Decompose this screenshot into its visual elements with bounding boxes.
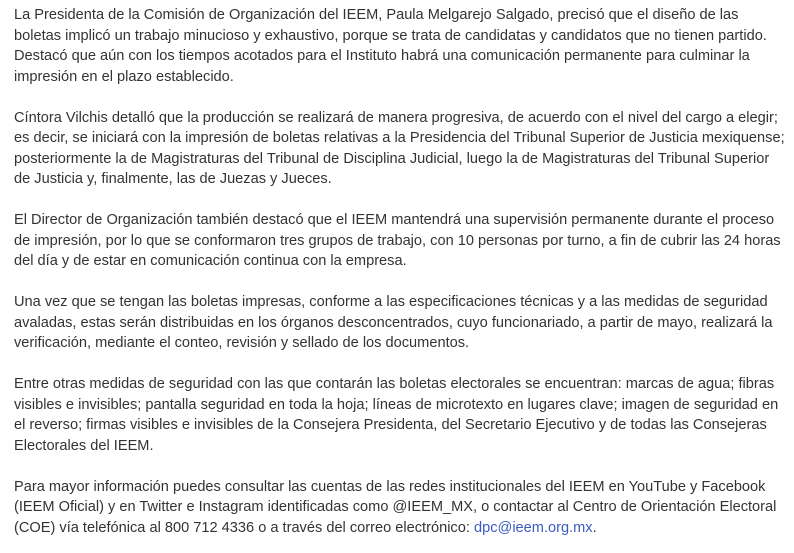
paragraph-4: Una vez que se tengan las boletas impresas, conforme a las especificaciones técnicas y a las medidas de seguridad avaladas, estas serán distribuidas en los órganos desconcentrados, cuyo funcionariado, a partir de mayo, realizará la verificación, mediante el conteo, revisión y sellado de los documentos. bbox=[14, 294, 773, 351]
article-body bbox=[14, 5, 786, 538]
paragraph-5: Entre otras medidas de seguridad con las que contarán las boletas electorales se encuentran: marcas de agua; fibras visibles e invisibles; pantalla seguridad en toda la hoja; líneas de microtexto en lugares clave; imagen de seguridad en el reverso; firmas visibles e invisibles de la Consejera Presidenta, del Secretario Ejecutivo y de todas las Consejeras Electorales del IEEM. bbox=[14, 376, 779, 454]
paragraph-6 bbox=[14, 477, 786, 539]
paragraph-2: Cíntora Vilchis detalló que la producción se realizará de manera progresiva, de acuerdo con el nivel del cargo a elegir; es decir, se iniciará con la impresión de boletas relativas a la Presidencia del Tribunal Superior de Justicia mexiquense; posteriormente la de Magistraturas del Tribunal de Disciplina Judicial, luego la de Magistraturas del Tribunal Superior de Justicia y, finalmente, las de Juezas y Jueces. bbox=[14, 109, 785, 187]
paragraph-3: El Director de Organización también destacó que el IEEM mantendrá una supervisión permanente durante el proceso de impresión, por lo que se conformaron tres grupos de trabajo, con 10 personas por turno, a fin de cubrir las 24 horas del día y de estar en comunicación continua con la empresa. bbox=[14, 212, 781, 269]
email-link[interactable]: dpc@ieem.org.mx bbox=[473, 519, 593, 536]
contact-text: Para mayor información puedes consultar las cuentas de las redes institucionales del IEEM en YouTube y Facebook (IEEM Oficial) y en Twitter e Instagram identificadas como @IEEM_MX, o contactar al Centro de Orientación Electoral (COE) vía telefónica al 800 712 4336 o a través del correo electrónico: bbox=[14, 478, 777, 536]
contact-suffix: . bbox=[592, 519, 597, 536]
paragraph-1: La Presidenta de la Comisión de Organización del IEEM, Paula Melgarejo Salgado, precisó que el diseño de las boletas implicó un trabajo minucioso y exhaustivo, porque se trata de candidatas y candidatos que no tienen partido. Destacó que aún con los tiempos acotados para el Instituto habrá una comunicación permanente para culminar la impresión en el plazo establecido. bbox=[14, 7, 767, 85]
